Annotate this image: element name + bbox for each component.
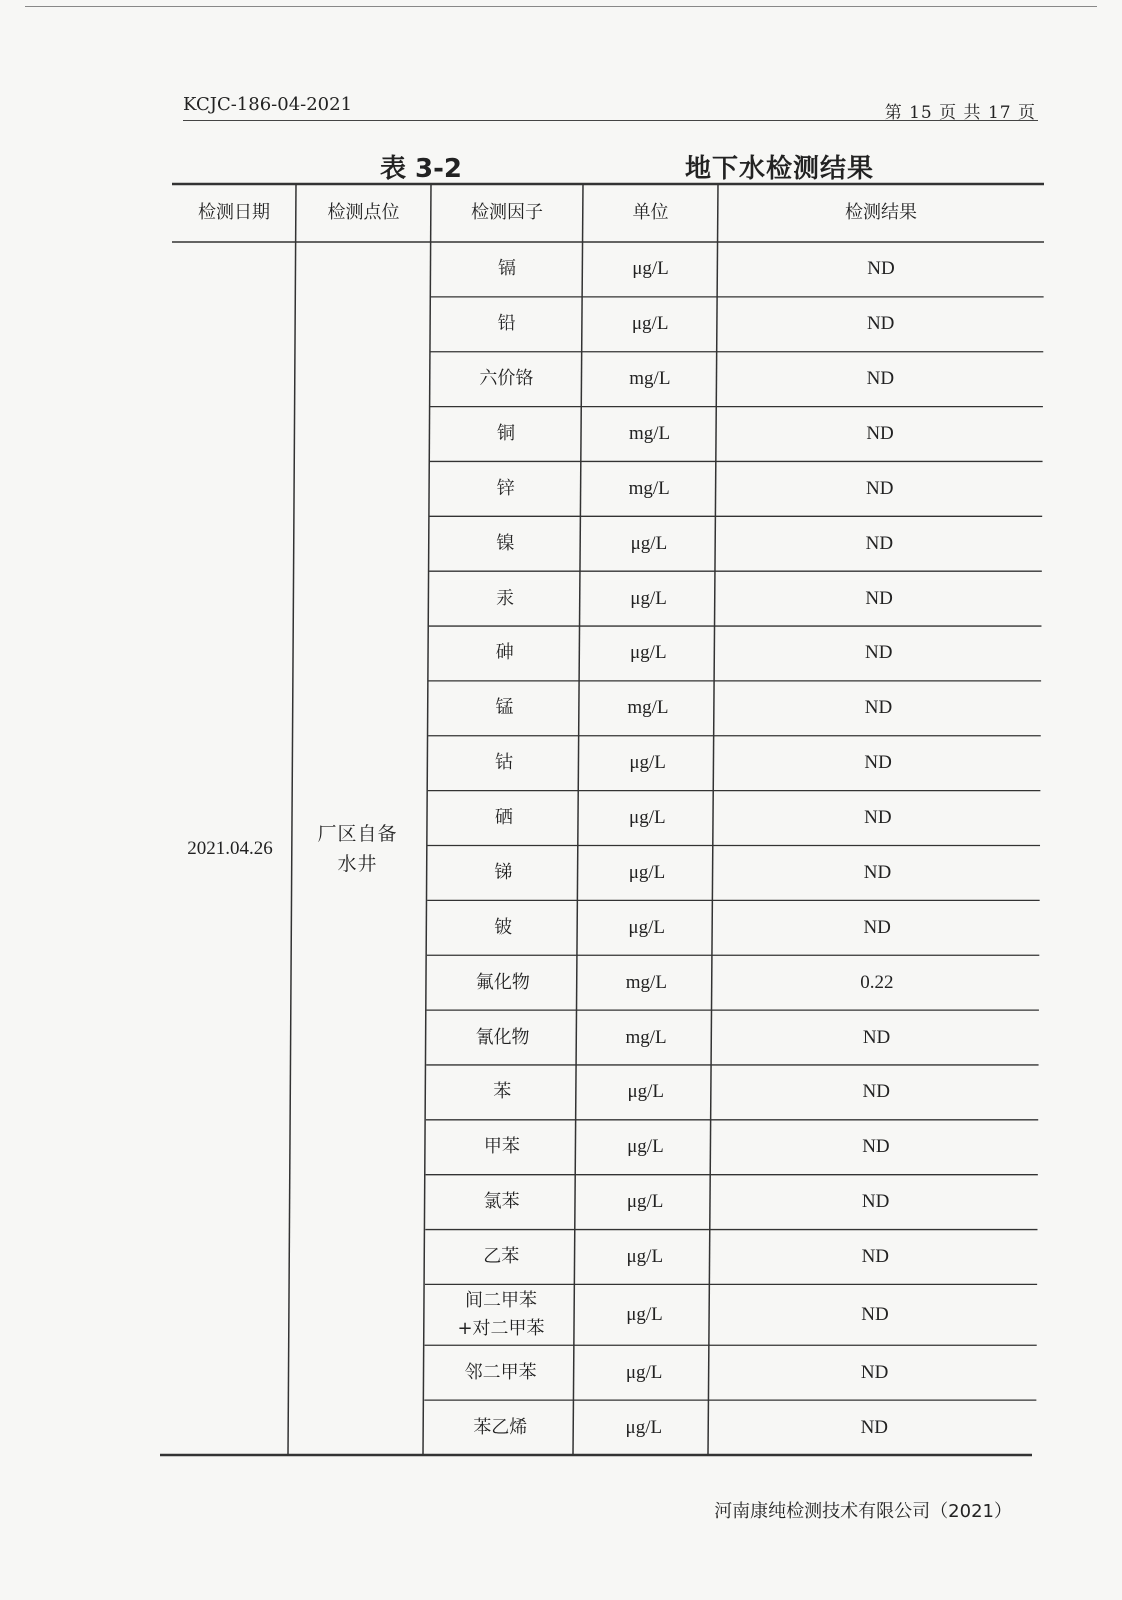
table-title: 地下水检测结果 [685,154,875,184]
page-number: 第 15 页 共 17 页 [884,103,1036,123]
factor-cell: 氟化物 [475,971,530,993]
factor-cell: 苯 [493,1081,512,1103]
result-cell: ND [864,752,892,774]
date-cell: 2021.04.26 [187,837,273,859]
unit-cell: mg/L [625,1026,667,1048]
result-cell: ND [862,1081,890,1103]
unit-cell: μg/L [626,1191,664,1213]
factor-cell: 锰 [495,697,514,719]
site-column-header: 检测点位 [327,202,400,223]
unit-cell: mg/L [625,971,667,993]
unit-column-header: 单位 [632,202,669,223]
factor-cell: 镉 [498,258,516,280]
result-cell: ND [866,423,894,444]
factor-cell: 砷 [495,642,514,664]
result-cell: ND [865,587,893,609]
factor-column-header: 检测因子 [471,202,543,223]
factor-cell: 六价铬 [479,368,534,390]
unit-cell: μg/L [628,916,665,938]
unit-cell: μg/L [629,642,667,664]
result-cell: ND [862,1136,890,1158]
result-cell: ND [865,532,894,554]
factor-cell: 氯苯 [483,1191,520,1213]
factor-cell: 苯乙烯 [473,1416,528,1438]
factor-cell: 乙苯 [483,1245,520,1267]
result-cell: ND [864,807,892,829]
factor-cell: 硒 [494,807,513,829]
date-column-header: 检测日期 [198,202,270,223]
result-cell: ND [863,916,891,938]
unit-cell: μg/L [630,532,668,554]
result-cell: ND [862,1026,891,1048]
footer-company: 河南康纯检测技术有限公司（2021） [714,1501,1012,1522]
unit-cell: μg/L [626,1303,663,1325]
table-number: 表 3-2 [380,154,463,184]
result-cell: ND [860,1416,889,1438]
factor-cell: 汞 [496,587,515,609]
result-cell: ND [860,1361,889,1383]
factor-cell: 氰化物 [475,1026,530,1048]
result-column-header: 检测结果 [845,202,917,223]
unit-cell: μg/L [629,807,666,829]
result-cell: ND [863,861,892,883]
unit-cell: μg/L [625,1416,663,1438]
unit-cell: μg/L [632,258,669,280]
result-cell: ND [861,1245,890,1267]
unit-cell: μg/L [627,1081,665,1103]
unit-cell: μg/L [630,587,667,609]
site-cell: 厂区自备水井 [317,822,398,875]
result-cell: ND [866,313,895,335]
unit-cell: μg/L [631,313,669,335]
unit-cell: mg/L [629,368,671,390]
result-cell: ND [867,258,895,280]
result-cell: 0.22 [860,971,894,993]
factor-cell: 邻二甲苯 [464,1361,537,1383]
factor-cell: 甲苯 [483,1136,520,1158]
factor-cell: 铅 [497,313,516,335]
unit-cell: mg/L [628,477,670,499]
unit-cell: μg/L [629,752,666,774]
factor-cell: 镍 [496,532,515,554]
unit-cell: μg/L [626,1245,664,1267]
result-cell: ND [861,1191,890,1213]
document-code: KCJC-186-04-2021 [183,94,353,115]
unit-cell: μg/L [628,861,666,883]
result-cell: ND [861,1303,889,1325]
result-cell: ND [865,477,894,499]
factor-cell: 锌 [496,477,515,499]
unit-cell: mg/L [627,697,669,719]
factor-cell: 钴 [495,752,514,774]
factor-cell: 间二甲苯+对二甲苯 [457,1289,545,1339]
result-cell: ND [866,368,895,390]
unit-cell: mg/L [628,423,671,444]
result-cell: ND [865,642,893,664]
factor-cell: 铍 [494,916,513,938]
result-cell: ND [864,697,893,719]
factor-cell: 锑 [494,861,513,883]
unit-cell: μg/L [625,1361,663,1383]
factor-cell: 铜 [497,423,516,444]
unit-cell: μg/L [627,1136,664,1158]
